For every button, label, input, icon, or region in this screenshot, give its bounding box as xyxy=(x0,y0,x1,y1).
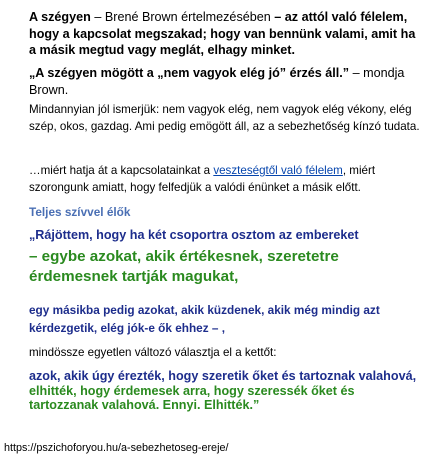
brown-quote-text: „A szégyen mögött a „nem vagyok elég jó” érzés áll.” xyxy=(29,66,350,80)
fear-of-loss-link[interactable]: veszteségtől való félelem xyxy=(213,164,343,177)
book-quote-line-1: „Rájöttem, hogy ha két csoportra osztom az embereket xyxy=(29,228,359,242)
intro-credit: Brené Brown értelmezésében xyxy=(104,10,271,24)
book-quote-line-3: egy másikba pedig azokat, akik küzdenek, akik még mindig azt kérdezgetik, elég jók-e ők ehhez – , xyxy=(29,303,380,335)
source-url: https://pszichoforyou.hu/a-sebezhetoseg-ereje/ xyxy=(4,442,229,454)
book-quote-line-6: elhitték, hogy érdemesek arra, hogy szeressék őket és tartozzanak valahová. Ennyi. Elhitték.” xyxy=(29,383,355,412)
book-quote-line-2: – egybe azokat, akik értékesnek, szeretetre érdemesnek tartják magukat, xyxy=(29,248,339,285)
book-quote-conclusion xyxy=(29,369,421,413)
shame-definition: – az attól való félelem, hogy a kapcsolat megszakad; hogy van bennünk valami, amit ha a másik megtud vagy meglát, elhagy minket. xyxy=(29,10,416,57)
fear-of-loss-paragraph xyxy=(29,163,421,196)
para2-after: , miért szorongunk amiatt, hogy felfedjük a valódi énünket a másik előtt. xyxy=(29,164,376,194)
book-quote-line-4: mindössze egyetlen változó választja el a kettőt: xyxy=(29,346,277,359)
shame-term: A szégyen xyxy=(29,10,91,24)
intro-paragraph xyxy=(29,9,421,59)
intro-dash: – xyxy=(90,10,105,24)
brown-quote xyxy=(29,65,421,98)
book-quote-line-5: azok, akik úgy érezték, hogy szeretik őket és tartoznak valahová, xyxy=(29,369,417,383)
not-enough-paragraph: Mindannyian jól ismerjük: nem vagyok elég, nem vagyok elég vékony, elég szép, okos, gazdag. Ami pedig emögött áll, az a sebezhetőség kínzó tudata. xyxy=(29,103,420,133)
para2-before: …miért hatja át a kapcsolatainkat a xyxy=(29,164,214,177)
brown-quote-attribution: – mondja Brown. xyxy=(29,66,405,97)
section-subheading: Teljes szívvel élők xyxy=(29,205,131,219)
